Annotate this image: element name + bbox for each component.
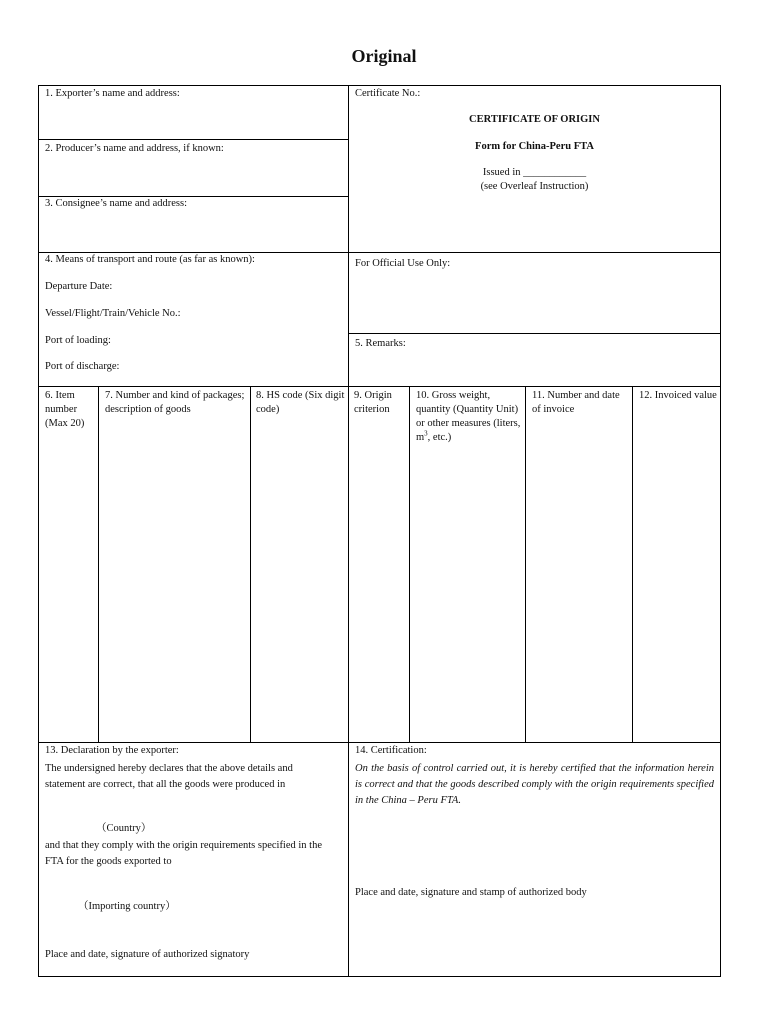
vessel-label: Vessel/Flight/Train/Vehicle No.: <box>45 308 181 319</box>
official-use-label: For Official Use Only: <box>355 258 451 269</box>
certification-heading: 14. Certification: <box>355 745 427 756</box>
exporter-label: 1. Exporter’s name and address: <box>45 88 180 99</box>
port-discharge-label: Port of discharge: <box>45 361 120 372</box>
certificate-no-label: Certificate No.: <box>355 88 421 99</box>
consignee-label: 3. Consignee’s name and address: <box>45 198 188 209</box>
divider-col-10 <box>409 386 410 742</box>
divider-col-12 <box>632 386 633 742</box>
col-invoice: 11. Number and date of invoice <box>532 390 620 415</box>
issued-in-field: Issued in ____________ <box>482 167 587 178</box>
divider-right-remarks <box>348 333 721 334</box>
certificate-subheading: Form for China-Peru FTA <box>475 141 594 152</box>
col-packages: 7. Number and kind of packages; description of goods <box>105 390 245 415</box>
divider-col-11 <box>525 386 526 742</box>
port-loading-label: Port of loading: <box>45 335 111 346</box>
col-gross-weight <box>416 389 522 445</box>
divider-left-1 <box>38 139 348 140</box>
declaration-text-2: and that they comply with the origin requirements specified in the FTA for the goods exported to <box>45 840 323 867</box>
col-invoiced-value: 12. Invoiced value <box>639 390 717 401</box>
declaration-signature: Place and date, signature of authorized signatory <box>45 949 250 960</box>
remarks-label: 5. Remarks: <box>355 338 406 349</box>
divider-row-columns <box>38 386 721 387</box>
col-item-number: 6. Item number (Max 20) <box>45 390 85 429</box>
declaration-text-1: The undersigned hereby declares that the above details and statement are correct, that all the goods were produced in <box>45 763 293 790</box>
col-hs-code: 8. HS code (Six digit code) <box>256 390 345 415</box>
overleaf-note: (see Overleaf Instruction) <box>480 181 589 192</box>
declaration-importing-country: （Importing country） <box>78 901 176 912</box>
col-gross-weight-text: 10. Gross weight, quantity (Quantity Unit) or other measures (liters, m <box>416 390 521 443</box>
divider-col-7 <box>98 386 99 742</box>
divider-col-8 <box>250 386 251 742</box>
departure-date-label: Departure Date: <box>45 281 113 292</box>
certification-signature: Place and date, signature and stamp of authorized body <box>355 887 587 898</box>
certificate-heading: CERTIFICATE OF ORIGIN <box>469 114 600 125</box>
declaration-heading: 13. Declaration by the exporter: <box>45 745 179 756</box>
form-title: Original <box>351 46 417 66</box>
producer-label: 2. Producer’s name and address, if known: <box>45 143 224 154</box>
declaration-country: （Country） <box>96 823 152 834</box>
divider-center <box>348 85 349 977</box>
col-gross-weight-sup: 3 <box>424 429 428 438</box>
transport-label: 4. Means of transport and route (as far as known): <box>45 254 255 265</box>
col-gross-weight-tail: , etc.) <box>427 432 452 443</box>
certification-text: On the basis of control carried out, it is hereby certified that the information herein is correct and that the goods described comply with the origin requirements specified in the China – Peru FTA. <box>355 763 714 806</box>
col-origin-criterion: 9. Origin criterion <box>354 390 392 415</box>
divider-row-declaration <box>38 742 721 743</box>
